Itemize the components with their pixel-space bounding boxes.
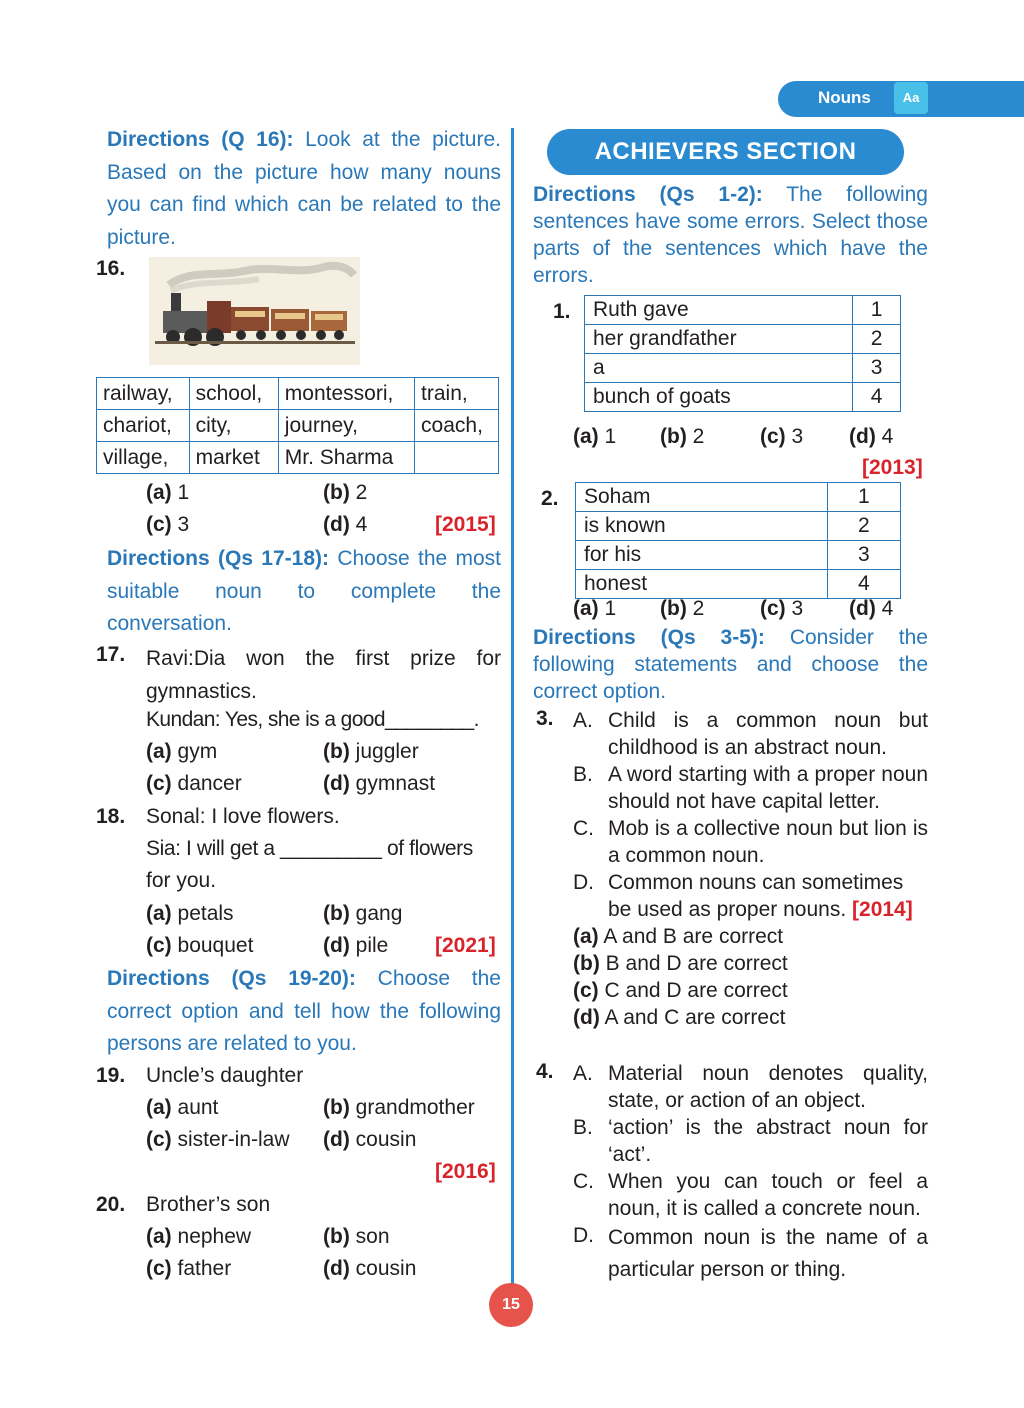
option-a[interactable]	[146, 1225, 251, 1249]
table-row	[576, 541, 901, 570]
question-number: 16.	[96, 257, 126, 280]
option-letter: (a)	[573, 925, 599, 948]
directions-label: Directions (Q 16):	[107, 128, 294, 151]
option-letter: (c)	[146, 772, 172, 795]
option-text: pile	[355, 934, 389, 957]
train-illustration	[149, 257, 360, 365]
table-row	[576, 483, 901, 512]
option-letter: (c)	[760, 597, 786, 620]
option-letter: (a)	[573, 425, 599, 448]
option-letter: (d)	[849, 425, 876, 448]
question-number: 19.	[96, 1064, 126, 1087]
error-table	[584, 295, 901, 412]
option-letter: (a)	[146, 740, 172, 763]
statement-key: B.	[573, 763, 593, 786]
table-cell: Mr. Sharma	[278, 442, 414, 474]
option-text: 1	[177, 481, 190, 504]
statement	[573, 869, 928, 923]
statement-key: C.	[573, 1170, 594, 1193]
option-text: aunt	[177, 1096, 219, 1119]
statement	[573, 1168, 928, 1222]
table-row	[585, 296, 901, 325]
option-text: dancer	[177, 772, 242, 795]
question-text: Sia: I will get a	[146, 837, 275, 860]
table-cell: 4	[827, 570, 900, 599]
table-cell: railway,	[97, 378, 190, 410]
option-text: cousin	[355, 1128, 417, 1151]
question-text: for you.	[146, 869, 217, 892]
option-text: 3	[791, 597, 804, 620]
year-tag: [2013]	[862, 456, 923, 479]
option-d[interactable]	[849, 425, 893, 449]
question-number: 18.	[96, 805, 126, 828]
statement	[573, 815, 928, 869]
option-text: 2	[692, 425, 705, 448]
answer-blank: _________	[280, 837, 382, 860]
table-cell: is known	[576, 512, 828, 541]
year-tag: [2015]	[435, 513, 496, 536]
question-line	[146, 837, 473, 861]
table-cell: Soham	[576, 483, 828, 512]
year-tag: [2021]	[435, 934, 496, 957]
option-d[interactable]	[323, 1128, 416, 1152]
achievers-section-banner: ACHIEVERS SECTION	[547, 129, 904, 175]
page-number: 15	[489, 1283, 533, 1327]
nouns-table	[96, 377, 499, 474]
question-text: Kundan: Yes, she is a good	[146, 708, 385, 731]
directions-qs3-5	[533, 624, 928, 705]
directions-label: Directions (Qs 19-20):	[107, 967, 356, 990]
option-a[interactable]	[146, 902, 234, 926]
year-tag: [2014]	[852, 898, 913, 921]
option-text: cousin	[355, 1257, 417, 1280]
option-text: 1	[604, 597, 617, 620]
statement-text: Material noun denotes quality, state, or action of an object.	[608, 1062, 928, 1112]
statement-text: A word starting with a proper noun should not have capital letter.	[608, 763, 928, 813]
column-divider	[511, 128, 514, 1288]
table-cell: city,	[189, 410, 278, 442]
option-d[interactable]	[573, 1004, 928, 1031]
question-number: 4.	[536, 1060, 554, 1083]
option-c[interactable]	[146, 1257, 231, 1281]
table-cell: 2	[827, 512, 900, 541]
option-letter: (a)	[146, 1225, 172, 1248]
option-a[interactable]	[573, 923, 928, 950]
option-text: nephew	[177, 1225, 252, 1248]
statement-text: Common nouns can sometimes be used as proper nouns.	[608, 871, 904, 921]
statement-list	[573, 707, 928, 1031]
statement-key: A.	[573, 709, 593, 732]
table-cell: coach,	[415, 410, 499, 442]
statement	[573, 707, 928, 761]
chapter-tab	[778, 81, 1024, 117]
option-b[interactable]	[323, 740, 419, 764]
option-text: petals	[177, 902, 234, 925]
option-letter: (d)	[849, 597, 876, 620]
option-letter: (d)	[323, 772, 350, 795]
error-table	[575, 482, 901, 599]
option-text: 3	[177, 513, 190, 536]
statement-body	[608, 869, 928, 923]
table-cell: train,	[415, 378, 499, 410]
option-c[interactable]	[573, 977, 928, 1004]
table-cell: journey,	[278, 410, 414, 442]
table-cell: 1	[853, 296, 901, 325]
directions-label: Directions (Qs 17-18):	[107, 547, 329, 570]
option-letter: (a)	[146, 1096, 172, 1119]
directions-q19-20	[107, 963, 501, 1061]
table-cell: Ruth gave	[585, 296, 853, 325]
table-cell: market	[189, 442, 278, 474]
option-a[interactable]	[573, 425, 616, 449]
option-letter: (b)	[323, 902, 350, 925]
option-d[interactable]	[323, 934, 388, 958]
answer-blank: ________.	[384, 708, 479, 731]
option-text: son	[355, 1225, 390, 1248]
option-letter: (d)	[573, 1006, 600, 1029]
option-letter: (b)	[323, 481, 350, 504]
option-c[interactable]	[146, 513, 189, 537]
table-cell: montessori,	[278, 378, 414, 410]
option-letter: (c)	[146, 1257, 172, 1280]
option-letter: (d)	[323, 934, 350, 957]
table-cell: a	[585, 354, 853, 383]
option-letter: (c)	[146, 513, 172, 536]
table-cell: 1	[827, 483, 900, 512]
table-cell: her grandfather	[585, 325, 853, 354]
directions-text: Choose the correct option and tell how the following persons are related to you.	[107, 967, 501, 1055]
statement	[573, 761, 928, 815]
table-row	[585, 354, 901, 383]
speech-bubble-icon: Aa	[894, 82, 928, 114]
table-row	[576, 512, 901, 541]
directions-qs1-2	[533, 181, 928, 289]
option-text: gymnast	[355, 772, 436, 795]
statement-key: D.	[573, 1224, 594, 1247]
option-letter: (b)	[323, 1096, 350, 1119]
option-letter: (c)	[573, 979, 599, 1002]
question-number: 3.	[536, 707, 554, 730]
question-number: 2.	[541, 487, 559, 510]
option-a[interactable]	[146, 481, 189, 505]
table-cell: village,	[97, 442, 190, 474]
option-d[interactable]	[323, 513, 367, 537]
table-cell: 4	[853, 383, 901, 412]
table-cell: school,	[189, 378, 278, 410]
option-letter: (a)	[146, 902, 172, 925]
option-b[interactable]	[323, 1096, 475, 1120]
directions-q17-18	[107, 543, 501, 641]
question-text: of flowers	[386, 837, 473, 860]
train-picture	[149, 257, 360, 365]
option-text: B and D are correct	[605, 952, 788, 975]
statement	[573, 1222, 928, 1286]
directions-text: Choose the most suitable noun to complete the conversation.	[107, 547, 501, 635]
question-text: Ravi:Dia won the first prize for gymnastics.	[146, 647, 501, 703]
statement-text: Common noun is the name of a particular person or thing.	[608, 1226, 928, 1281]
statement	[573, 1060, 928, 1114]
directions-q16	[107, 124, 501, 254]
option-text: 4	[881, 425, 894, 448]
question-number: 17.	[96, 643, 126, 666]
option-text: bouquet	[177, 934, 254, 957]
question-text: Uncle’s daughter	[146, 1064, 304, 1087]
option-text: 1	[604, 425, 617, 448]
year-tag: [2016]	[435, 1160, 496, 1183]
option-text: 2	[355, 481, 368, 504]
option-text: 4	[881, 597, 894, 620]
option-a[interactable]	[146, 1096, 218, 1120]
option-text: 3	[791, 425, 804, 448]
option-letter: (a)	[573, 597, 599, 620]
statement-key: D.	[573, 871, 594, 894]
option-letter: (c)	[146, 934, 172, 957]
table-cell: for his	[576, 541, 828, 570]
table-cell: chariot,	[97, 410, 190, 442]
table-row	[97, 442, 499, 474]
option-letter: (b)	[323, 1225, 350, 1248]
question-line	[146, 708, 479, 732]
statement	[573, 1114, 928, 1168]
option-letter: (b)	[660, 425, 687, 448]
option-letter: (b)	[660, 597, 687, 620]
option-letter: (c)	[146, 1128, 172, 1151]
option-text: juggler	[355, 740, 419, 763]
question-text: Sonal: I love flowers.	[146, 805, 340, 828]
option-text: grandmother	[355, 1096, 475, 1119]
option-b[interactable]	[660, 597, 704, 621]
directions-text: The following sentences have some errors. Select those parts of the sentences which have the errors.	[533, 183, 928, 287]
question-number: 20.	[96, 1193, 126, 1216]
option-text: sister-in-law	[177, 1128, 290, 1151]
question-number: 1.	[553, 300, 571, 323]
option-c[interactable]	[146, 772, 242, 796]
directions-label: Directions (Qs 1-2):	[533, 183, 763, 206]
statement-text: ‘action’ is the abstract noun for ‘act’.	[608, 1116, 928, 1166]
option-text: 4	[355, 513, 368, 536]
option-b[interactable]	[573, 950, 928, 977]
option-d[interactable]	[849, 597, 893, 621]
option-letter: (d)	[323, 1128, 350, 1151]
option-text: C and D are correct	[604, 979, 788, 1002]
option-d[interactable]	[323, 1257, 416, 1281]
statement-text: Child is a common noun but childhood is an abstract noun.	[608, 709, 928, 759]
table-cell: honest	[576, 570, 828, 599]
directions-text: Look at the picture. Based on the picture how many nouns you can find which can be related to the picture.	[107, 128, 501, 249]
option-a[interactable]	[146, 740, 217, 764]
table-cell: bunch of goats	[585, 383, 853, 412]
table-row	[97, 410, 499, 442]
option-text: gym	[177, 740, 218, 763]
option-text: father	[177, 1257, 232, 1280]
statement-key: B.	[573, 1116, 593, 1139]
option-text: A and C are correct	[604, 1006, 786, 1029]
statement-list	[573, 1060, 928, 1286]
table-cell: 3	[827, 541, 900, 570]
option-letter: (d)	[323, 513, 350, 536]
option-letter: (c)	[760, 425, 786, 448]
option-c[interactable]	[760, 597, 803, 621]
table-cell: 2	[853, 325, 901, 354]
directions-label: Directions (Qs 3-5):	[533, 626, 765, 649]
option-letter: (b)	[323, 740, 350, 763]
option-text: 2	[692, 597, 705, 620]
chapter-label: Nouns	[818, 88, 871, 107]
option-text: A and B are correct	[603, 925, 784, 948]
statement-text: When you can touch or feel a noun, it is called a concrete noun.	[608, 1170, 928, 1220]
option-c[interactable]	[760, 425, 803, 449]
option-b[interactable]	[323, 902, 402, 926]
table-cell	[415, 442, 499, 474]
option-letter: (d)	[323, 1257, 350, 1280]
option-text: gang	[355, 902, 403, 925]
table-row	[585, 383, 901, 412]
statement-text: Mob is a collective noun but lion is a common noun.	[608, 817, 928, 867]
statement-key: A.	[573, 1062, 593, 1085]
option-c[interactable]	[146, 934, 253, 958]
directions-text: Consider the following statements and choose the correct option.	[533, 626, 928, 703]
option-b[interactable]	[323, 1225, 390, 1249]
statement-key: C.	[573, 817, 594, 840]
option-a[interactable]	[573, 597, 616, 621]
option-letter: (b)	[573, 952, 600, 975]
table-row	[576, 570, 901, 599]
option-c[interactable]	[146, 1128, 290, 1152]
table-row	[585, 325, 901, 354]
table-row	[97, 378, 499, 410]
option-letter: (a)	[146, 481, 172, 504]
question-text: Brother’s son	[146, 1193, 271, 1216]
option-d[interactable]	[323, 772, 435, 796]
table-cell: 3	[853, 354, 901, 383]
option-b[interactable]	[323, 481, 367, 505]
option-b[interactable]	[660, 425, 704, 449]
